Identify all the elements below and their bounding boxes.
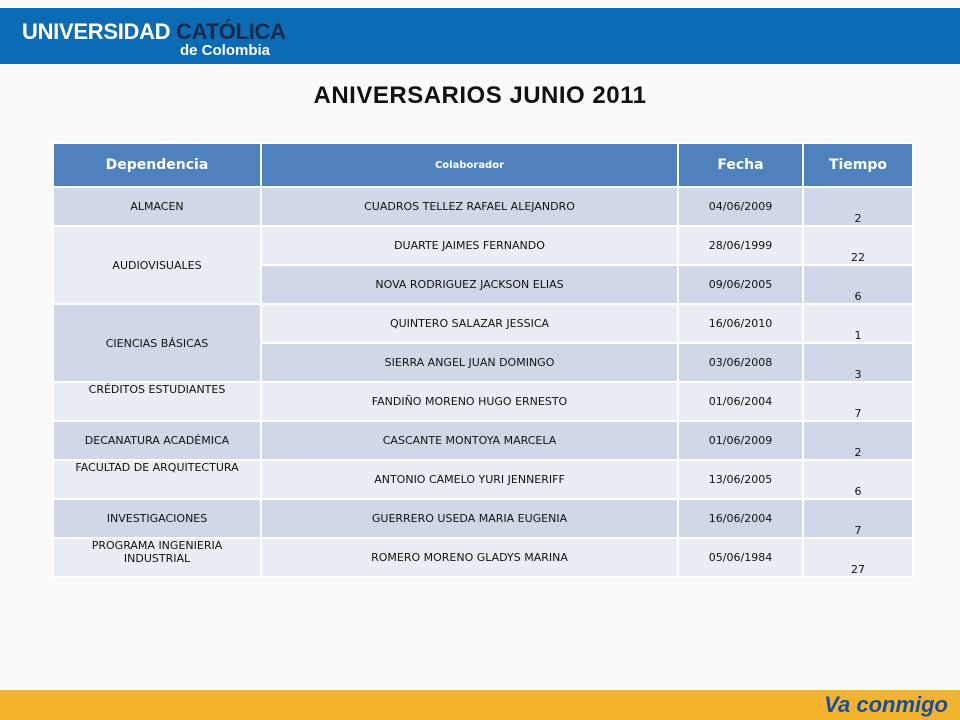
- cell-tiempo: 6: [803, 460, 913, 499]
- cell-tiempo: 6: [803, 265, 913, 304]
- cell-fecha: 04/06/2009: [678, 187, 803, 226]
- table-row: [53, 499, 913, 538]
- column-header-dependencia: Dependencia: [53, 143, 261, 187]
- cell-dependencia: ALMACEN: [53, 187, 261, 226]
- table-row: [53, 226, 913, 265]
- cell-fecha: 16/06/2010: [678, 304, 803, 343]
- header-bar: [0, 8, 960, 64]
- cell-colaborador: NOVA RODRIGUEZ JACKSON ELIAS: [261, 265, 678, 304]
- cell-colaborador: CASCANTE MONTOYA MARCELA: [261, 421, 678, 460]
- cell-tiempo: 3: [803, 343, 913, 382]
- cell-colaborador: FANDIÑO MORENO HUGO ERNESTO: [261, 382, 678, 421]
- table-row: [53, 304, 913, 343]
- cell-fecha: 16/06/2004: [678, 499, 803, 538]
- cell-dependencia: AUDIOVISUALES: [53, 226, 261, 304]
- cell-colaborador: QUINTERO SALAZAR JESSICA: [261, 304, 678, 343]
- page-title: ANIVERSARIOS JUNIO 2011: [313, 82, 647, 109]
- cell-tiempo: 2: [803, 421, 913, 460]
- column-header-fecha: Fecha: [678, 143, 803, 187]
- cell-fecha: 28/06/1999: [678, 226, 803, 265]
- table-row: [53, 382, 913, 421]
- footer-bar: [0, 690, 960, 720]
- cell-tiempo: 27: [803, 538, 913, 577]
- column-header-tiempo: Tiempo: [803, 143, 913, 187]
- cell-dependencia: FACULTAD DE ARQUITECTURA: [53, 460, 261, 499]
- table-row: [53, 421, 913, 460]
- logo-word-catolica: CATÓLICA: [176, 19, 286, 44]
- table-row: [53, 460, 913, 499]
- anniversary-table: [52, 142, 914, 578]
- table-row: [53, 187, 913, 226]
- cell-fecha: 13/06/2005: [678, 460, 803, 499]
- cell-colaborador: CUADROS TELLEZ RAFAEL ALEJANDRO: [261, 187, 678, 226]
- cell-colaborador: ROMERO MORENO GLADYS MARINA: [261, 538, 678, 577]
- cell-colaborador: SIERRA ANGEL JUAN DOMINGO: [261, 343, 678, 382]
- cell-dependencia: DECANATURA ACADÉMICA: [53, 421, 261, 460]
- logo-word-universidad: UNIVERSIDAD: [22, 19, 171, 44]
- cell-fecha: 03/06/2008: [678, 343, 803, 382]
- slogan: Va conmigo: [824, 692, 948, 717]
- cell-tiempo: 7: [803, 382, 913, 421]
- table-row: [53, 538, 913, 577]
- university-logo: [22, 20, 286, 44]
- cell-tiempo: 1: [803, 304, 913, 343]
- column-header-colaborador: Colaborador: [261, 143, 678, 187]
- cell-dependencia: INVESTIGACIONES: [53, 499, 261, 538]
- cell-tiempo: 7: [803, 499, 913, 538]
- cell-colaborador: ANTONIO CAMELO YURI JENNERIFF: [261, 460, 678, 499]
- cell-tiempo: 22: [803, 226, 913, 265]
- cell-fecha: 09/06/2005: [678, 265, 803, 304]
- cell-fecha: 01/06/2004: [678, 382, 803, 421]
- cell-colaborador: GUERRERO USEDA MARIA EUGENIA: [261, 499, 678, 538]
- cell-dependencia: CRÉDITOS ESTUDIANTES: [53, 382, 261, 421]
- cell-tiempo: 2: [803, 187, 913, 226]
- cell-fecha: 01/06/2009: [678, 421, 803, 460]
- table-header-row: [53, 143, 913, 187]
- cell-dependencia: CIENCIAS BÁSICAS: [53, 304, 261, 382]
- logo-subtitle: de Colombia: [180, 42, 271, 59]
- cell-colaborador: DUARTE JAIMES FERNANDO: [261, 226, 678, 265]
- cell-fecha: 05/06/1984: [678, 538, 803, 577]
- cell-dependencia: PROGRAMA INGENIERIA INDUSTRIAL: [53, 538, 261, 577]
